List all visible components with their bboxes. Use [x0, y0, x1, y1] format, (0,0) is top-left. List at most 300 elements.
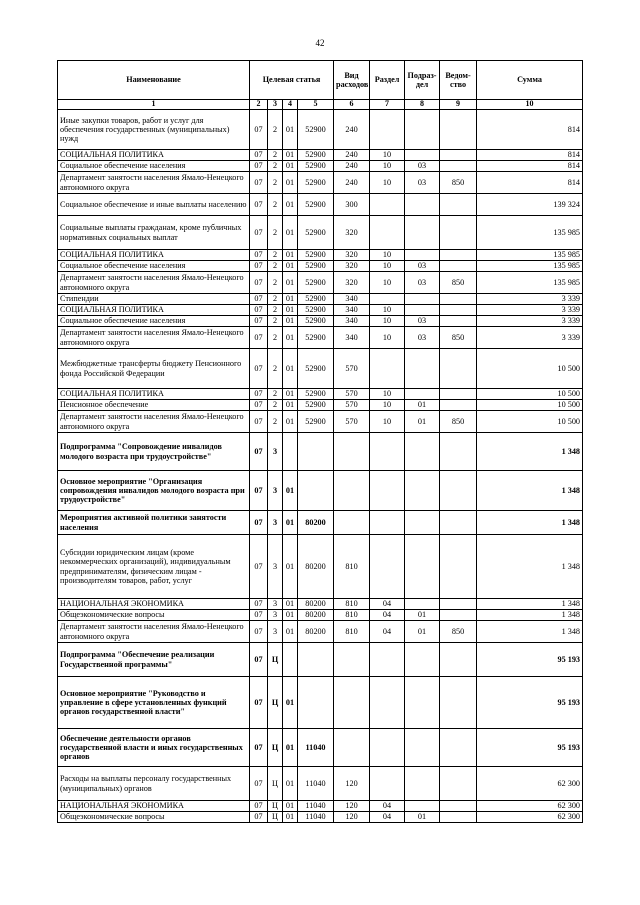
cell-activity: 01 — [283, 400, 298, 411]
column-number: 3 — [268, 100, 283, 110]
cell-department — [440, 216, 477, 250]
table-row — [58, 349, 583, 389]
column-number: 9 — [440, 100, 477, 110]
cell-program: 07 — [250, 535, 268, 599]
cell-section — [370, 216, 405, 250]
cell-expense-type: 240 — [334, 150, 370, 161]
cell-direction — [298, 643, 334, 677]
table-row — [58, 150, 583, 161]
cell-name: Стипендии — [58, 294, 250, 305]
cell-direction: 80200 — [298, 511, 334, 535]
header-podrazdel: Подраз-дел — [405, 61, 440, 100]
cell-name: НАЦИОНАЛЬНАЯ ЭКОНОМИКА — [58, 801, 250, 812]
cell-name: Общеэкономические вопросы — [58, 610, 250, 621]
cell-activity: 01 — [283, 535, 298, 599]
cell-expense-type: 120 — [334, 812, 370, 823]
cell-expense-type: 810 — [334, 535, 370, 599]
cell-program: 07 — [250, 677, 268, 729]
table-row — [58, 161, 583, 172]
cell-section: 10 — [370, 327, 405, 349]
cell-department — [440, 389, 477, 400]
cell-name: Обеспечение деятельности органов государственной власти и иных государственных органов — [58, 729, 250, 767]
cell-section — [370, 677, 405, 729]
cell-expense-type: 570 — [334, 411, 370, 433]
header-target: Целевая статья — [250, 61, 334, 100]
cell-department — [440, 610, 477, 621]
cell-department — [440, 677, 477, 729]
header-summa: Сумма — [477, 61, 583, 100]
cell-section — [370, 110, 405, 150]
cell-expense-type — [334, 433, 370, 471]
cell-subsection: 01 — [405, 621, 440, 643]
cell-subsection: 01 — [405, 812, 440, 823]
cell-expense-type: 340 — [334, 327, 370, 349]
cell-subprogram: Ц — [268, 729, 283, 767]
cell-activity: 01 — [283, 250, 298, 261]
column-number: 7 — [370, 100, 405, 110]
cell-direction: 52900 — [298, 272, 334, 294]
cell-amount: 10 500 — [477, 349, 583, 389]
cell-department — [440, 110, 477, 150]
cell-activity: 01 — [283, 729, 298, 767]
cell-expense-type: 320 — [334, 250, 370, 261]
cell-department — [440, 767, 477, 801]
cell-expense-type: 240 — [334, 161, 370, 172]
cell-subprogram: 2 — [268, 161, 283, 172]
cell-section: 10 — [370, 250, 405, 261]
header-vedomstvo: Ведом-ство — [440, 61, 477, 100]
cell-direction: 11040 — [298, 729, 334, 767]
cell-expense-type: 570 — [334, 349, 370, 389]
page-number: 42 — [315, 38, 325, 48]
cell-name: Департамент занятости населения Ямало-Ненецкого автономного округа — [58, 327, 250, 349]
cell-activity: 01 — [283, 272, 298, 294]
cell-program: 07 — [250, 643, 268, 677]
cell-direction: 52900 — [298, 305, 334, 316]
cell-subsection — [405, 250, 440, 261]
cell-program: 07 — [250, 729, 268, 767]
table-row — [58, 272, 583, 294]
cell-activity: 01 — [283, 150, 298, 161]
table-row — [58, 216, 583, 250]
cell-department — [440, 433, 477, 471]
cell-direction: 52900 — [298, 327, 334, 349]
cell-name: Социальное обеспечение населения — [58, 161, 250, 172]
cell-activity: 01 — [283, 216, 298, 250]
cell-direction: 52900 — [298, 349, 334, 389]
cell-name: Подпрограмма "Сопровождение инвалидов молодого возраста при трудоустройстве" — [58, 433, 250, 471]
cell-department: 850 — [440, 172, 477, 194]
cell-amount: 1 348 — [477, 511, 583, 535]
table-row — [58, 471, 583, 511]
cell-amount: 814 — [477, 150, 583, 161]
cell-name: Социальное обеспечение населения — [58, 261, 250, 272]
cell-department — [440, 511, 477, 535]
cell-section: 04 — [370, 812, 405, 823]
cell-direction: 52900 — [298, 316, 334, 327]
cell-amount: 3 339 — [477, 316, 583, 327]
cell-activity: 01 — [283, 261, 298, 272]
table-row — [58, 729, 583, 767]
cell-subsection: 03 — [405, 316, 440, 327]
cell-subprogram: 2 — [268, 216, 283, 250]
cell-department — [440, 250, 477, 261]
cell-name: Департамент занятости населения Ямало-Ненецкого автономного округа — [58, 172, 250, 194]
cell-name: Департамент занятости населения Ямало-Ненецкого автономного округа — [58, 411, 250, 433]
cell-subprogram: 2 — [268, 261, 283, 272]
cell-section — [370, 767, 405, 801]
cell-department: 850 — [440, 621, 477, 643]
header-name: Наименование — [58, 61, 250, 100]
cell-name: Основное мероприятие "Руководство и управление в сфере установленных функций органов государственной власти" — [58, 677, 250, 729]
cell-subsection — [405, 677, 440, 729]
cell-name: Основное мероприятие "Организация сопровождения инвалидов молодого возраста при трудоустройстве" — [58, 471, 250, 511]
cell-activity: 01 — [283, 599, 298, 610]
cell-expense-type: 810 — [334, 621, 370, 643]
cell-amount: 62 300 — [477, 812, 583, 823]
cell-subprogram: 3 — [268, 621, 283, 643]
cell-activity: 01 — [283, 621, 298, 643]
cell-subprogram: Ц — [268, 643, 283, 677]
cell-subsection — [405, 471, 440, 511]
header-vid: Вид расходов — [334, 61, 370, 100]
cell-expense-type: 340 — [334, 294, 370, 305]
cell-amount: 1 348 — [477, 599, 583, 610]
cell-subsection — [405, 294, 440, 305]
cell-subsection: 01 — [405, 411, 440, 433]
cell-subprogram: 2 — [268, 305, 283, 316]
cell-amount: 1 348 — [477, 621, 583, 643]
cell-expense-type: 320 — [334, 216, 370, 250]
cell-direction — [298, 677, 334, 729]
cell-program: 07 — [250, 110, 268, 150]
cell-department — [440, 261, 477, 272]
cell-expense-type: 340 — [334, 316, 370, 327]
cell-subprogram: 2 — [268, 250, 283, 261]
column-number-row — [58, 100, 583, 110]
cell-subsection — [405, 194, 440, 216]
cell-activity: 01 — [283, 812, 298, 823]
cell-direction: 52900 — [298, 400, 334, 411]
table-row — [58, 194, 583, 216]
cell-section: 10 — [370, 272, 405, 294]
cell-name: СОЦИАЛЬНАЯ ПОЛИТИКА — [58, 250, 250, 261]
cell-program: 07 — [250, 294, 268, 305]
cell-subsection: 03 — [405, 172, 440, 194]
cell-amount: 95 193 — [477, 643, 583, 677]
cell-program: 07 — [250, 316, 268, 327]
cell-expense-type: 240 — [334, 110, 370, 150]
cell-program: 07 — [250, 250, 268, 261]
table-row — [58, 643, 583, 677]
cell-subsection — [405, 599, 440, 610]
column-number: 4 — [283, 100, 298, 110]
cell-subprogram: 3 — [268, 610, 283, 621]
cell-amount: 10 500 — [477, 411, 583, 433]
cell-subsection: 03 — [405, 272, 440, 294]
cell-expense-type: 120 — [334, 767, 370, 801]
cell-subsection — [405, 110, 440, 150]
cell-program: 07 — [250, 194, 268, 216]
table-row — [58, 511, 583, 535]
cell-department — [440, 161, 477, 172]
cell-amount: 814 — [477, 110, 583, 150]
cell-subprogram: Ц — [268, 767, 283, 801]
cell-name: Социальное обеспечение населения — [58, 316, 250, 327]
cell-expense-type — [334, 677, 370, 729]
cell-subprogram: 3 — [268, 599, 283, 610]
cell-amount: 135 985 — [477, 250, 583, 261]
cell-department — [440, 729, 477, 767]
cell-amount: 814 — [477, 172, 583, 194]
cell-direction: 52900 — [298, 216, 334, 250]
cell-activity: 01 — [283, 677, 298, 729]
table-row — [58, 110, 583, 150]
cell-subprogram: 3 — [268, 511, 283, 535]
cell-direction: 52900 — [298, 150, 334, 161]
cell-department — [440, 643, 477, 677]
cell-program: 07 — [250, 305, 268, 316]
cell-name: СОЦИАЛЬНАЯ ПОЛИТИКА — [58, 150, 250, 161]
cell-subsection — [405, 801, 440, 812]
cell-subprogram: 2 — [268, 389, 283, 400]
cell-subsection — [405, 389, 440, 400]
cell-activity: 01 — [283, 110, 298, 150]
cell-name: СОЦИАЛЬНАЯ ПОЛИТИКА — [58, 389, 250, 400]
cell-program: 07 — [250, 621, 268, 643]
cell-expense-type: 810 — [334, 610, 370, 621]
cell-activity: 01 — [283, 294, 298, 305]
cell-name: Департамент занятости населения Ямало-Ненецкого автономного округа — [58, 272, 250, 294]
cell-name: НАЦИОНАЛЬНАЯ ЭКОНОМИКА — [58, 599, 250, 610]
cell-department — [440, 812, 477, 823]
cell-activity: 01 — [283, 471, 298, 511]
column-number: 8 — [405, 100, 440, 110]
table-row — [58, 610, 583, 621]
table-row — [58, 621, 583, 643]
cell-expense-type: 570 — [334, 400, 370, 411]
cell-program: 07 — [250, 161, 268, 172]
cell-program: 07 — [250, 327, 268, 349]
cell-program: 07 — [250, 172, 268, 194]
cell-direction — [298, 433, 334, 471]
cell-expense-type: 240 — [334, 172, 370, 194]
cell-department — [440, 801, 477, 812]
cell-name: СОЦИАЛЬНАЯ ПОЛИТИКА — [58, 305, 250, 316]
cell-section: 04 — [370, 599, 405, 610]
cell-department — [440, 471, 477, 511]
cell-amount: 95 193 — [477, 677, 583, 729]
cell-section — [370, 471, 405, 511]
cell-subprogram: 3 — [268, 433, 283, 471]
cell-expense-type: 320 — [334, 261, 370, 272]
cell-expense-type: 570 — [334, 389, 370, 400]
cell-amount: 10 500 — [477, 400, 583, 411]
cell-subsection: 03 — [405, 261, 440, 272]
cell-subprogram: 3 — [268, 471, 283, 511]
cell-department — [440, 194, 477, 216]
cell-amount: 62 300 — [477, 767, 583, 801]
cell-program: 07 — [250, 349, 268, 389]
cell-section — [370, 194, 405, 216]
table-row — [58, 400, 583, 411]
cell-subsection — [405, 305, 440, 316]
cell-activity: 01 — [283, 389, 298, 400]
cell-direction: 52900 — [298, 411, 334, 433]
cell-name: Расходы на выплаты персоналу государственных (муниципальных) органов — [58, 767, 250, 801]
cell-section — [370, 349, 405, 389]
cell-amount: 1 348 — [477, 535, 583, 599]
cell-activity: 01 — [283, 349, 298, 389]
cell-section — [370, 643, 405, 677]
cell-amount: 10 500 — [477, 389, 583, 400]
cell-expense-type: 810 — [334, 599, 370, 610]
cell-subsection — [405, 535, 440, 599]
cell-direction: 52900 — [298, 194, 334, 216]
cell-department — [440, 599, 477, 610]
column-number: 2 — [250, 100, 268, 110]
table-row — [58, 433, 583, 471]
cell-amount: 139 324 — [477, 194, 583, 216]
table-row — [58, 812, 583, 823]
cell-activity: 01 — [283, 511, 298, 535]
cell-subprogram: 2 — [268, 316, 283, 327]
cell-amount: 814 — [477, 161, 583, 172]
cell-program: 07 — [250, 411, 268, 433]
cell-expense-type: 300 — [334, 194, 370, 216]
cell-name: Социальные выплаты гражданам, кроме публичных нормативных социальных выплат — [58, 216, 250, 250]
cell-section: 04 — [370, 610, 405, 621]
cell-direction: 80200 — [298, 610, 334, 621]
table-row — [58, 767, 583, 801]
cell-section: 10 — [370, 172, 405, 194]
cell-program: 07 — [250, 150, 268, 161]
cell-name: Иные закупки товаров, работ и услуг для обеспечения государственных (муниципальных) нужд — [58, 110, 250, 150]
cell-program: 07 — [250, 261, 268, 272]
cell-subprogram: 2 — [268, 150, 283, 161]
table-row — [58, 250, 583, 261]
table-row — [58, 172, 583, 194]
cell-section: 04 — [370, 801, 405, 812]
table-row — [58, 411, 583, 433]
cell-subsection — [405, 216, 440, 250]
cell-direction: 11040 — [298, 767, 334, 801]
cell-section — [370, 729, 405, 767]
cell-direction: 52900 — [298, 172, 334, 194]
cell-subsection — [405, 511, 440, 535]
cell-expense-type: 340 — [334, 305, 370, 316]
cell-direction: 52900 — [298, 261, 334, 272]
cell-name: Общеэкономические вопросы — [58, 812, 250, 823]
cell-activity: 01 — [283, 411, 298, 433]
table-row — [58, 677, 583, 729]
cell-program: 07 — [250, 216, 268, 250]
cell-name: Пенсионное обеспечение — [58, 400, 250, 411]
cell-subsection: 01 — [405, 610, 440, 621]
cell-subprogram: 2 — [268, 400, 283, 411]
cell-direction: 52900 — [298, 389, 334, 400]
cell-subsection: 01 — [405, 400, 440, 411]
table-row — [58, 305, 583, 316]
cell-activity: 01 — [283, 767, 298, 801]
cell-department: 850 — [440, 272, 477, 294]
cell-direction — [298, 471, 334, 511]
cell-department — [440, 349, 477, 389]
table-row — [58, 801, 583, 812]
cell-activity: 01 — [283, 161, 298, 172]
cell-section — [370, 433, 405, 471]
cell-program: 07 — [250, 471, 268, 511]
cell-activity: 01 — [283, 327, 298, 349]
cell-activity — [283, 643, 298, 677]
cell-subprogram: 2 — [268, 294, 283, 305]
cell-amount: 135 985 — [477, 216, 583, 250]
cell-department — [440, 400, 477, 411]
table-row — [58, 535, 583, 599]
cell-direction: 52900 — [298, 294, 334, 305]
cell-amount: 3 339 — [477, 327, 583, 349]
cell-subsection — [405, 643, 440, 677]
cell-department: 850 — [440, 411, 477, 433]
cell-activity: 01 — [283, 305, 298, 316]
cell-name: Департамент занятости населения Ямало-Ненецкого автономного округа — [58, 621, 250, 643]
cell-department — [440, 535, 477, 599]
cell-subprogram: 2 — [268, 327, 283, 349]
cell-name: Межбюджетные трансферты бюджету Пенсионного фонда Российской Федерации — [58, 349, 250, 389]
cell-amount: 1 348 — [477, 471, 583, 511]
cell-direction: 80200 — [298, 599, 334, 610]
cell-department — [440, 294, 477, 305]
cell-activity: 01 — [283, 194, 298, 216]
header-row — [58, 61, 583, 100]
cell-program: 07 — [250, 610, 268, 621]
cell-direction: 52900 — [298, 250, 334, 261]
cell-section: 10 — [370, 261, 405, 272]
cell-program: 07 — [250, 389, 268, 400]
cell-expense-type — [334, 511, 370, 535]
table-row — [58, 316, 583, 327]
cell-subprogram: 2 — [268, 172, 283, 194]
table-row — [58, 599, 583, 610]
cell-section: 10 — [370, 305, 405, 316]
cell-expense-type: 120 — [334, 801, 370, 812]
cell-subprogram: Ц — [268, 801, 283, 812]
cell-direction: 52900 — [298, 110, 334, 150]
cell-amount: 135 985 — [477, 272, 583, 294]
cell-section: 10 — [370, 400, 405, 411]
table-row — [58, 261, 583, 272]
cell-subprogram: 3 — [268, 535, 283, 599]
cell-subprogram: Ц — [268, 812, 283, 823]
cell-direction: 80200 — [298, 621, 334, 643]
cell-section — [370, 511, 405, 535]
cell-section: 10 — [370, 411, 405, 433]
cell-subprogram: 2 — [268, 349, 283, 389]
cell-subsection — [405, 433, 440, 471]
column-number: 5 — [298, 100, 334, 110]
cell-amount: 62 300 — [477, 801, 583, 812]
cell-program: 07 — [250, 272, 268, 294]
cell-amount: 1 348 — [477, 433, 583, 471]
cell-subsection — [405, 150, 440, 161]
cell-program: 07 — [250, 801, 268, 812]
cell-direction: 11040 — [298, 812, 334, 823]
cell-expense-type: 320 — [334, 272, 370, 294]
cell-department — [440, 150, 477, 161]
cell-subsection: 03 — [405, 327, 440, 349]
cell-department — [440, 316, 477, 327]
cell-section: 10 — [370, 150, 405, 161]
